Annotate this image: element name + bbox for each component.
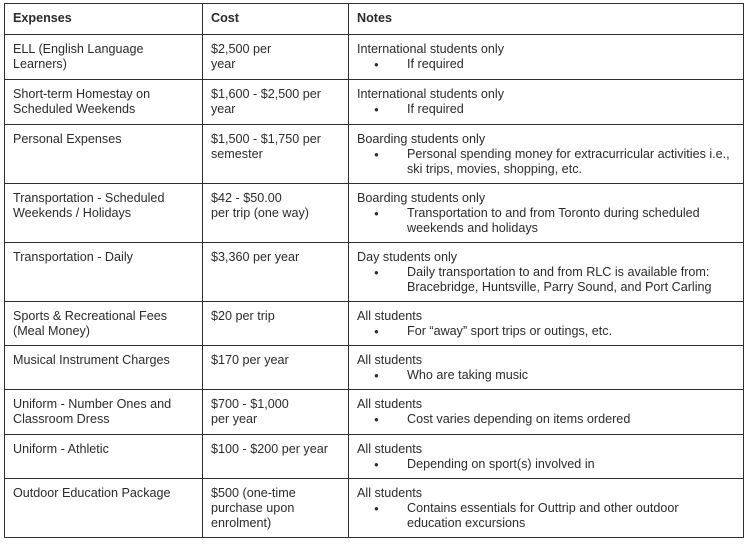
note-bullet-item: ● If required	[357, 57, 735, 72]
expense-cell: Uniform - Number Ones and Classroom Dress	[5, 390, 203, 435]
note-bullet-item: ● For “away” sport trips or outings, etc.	[357, 324, 735, 339]
cost-cell	[203, 80, 349, 125]
expense-cell: Transportation - Daily	[5, 243, 203, 302]
notes-cell	[349, 184, 744, 243]
expense-cell: ELL (English Language Learners)	[5, 35, 203, 80]
note-bullet-item: ● Contains essentials for Outtrip and other outdoor education excursions	[357, 501, 735, 531]
note-bullet-list	[357, 324, 735, 339]
notes-cell	[349, 243, 744, 302]
notes-cell	[349, 346, 744, 390]
cost-text: per year	[211, 412, 258, 426]
note-audience: International students only	[357, 42, 505, 56]
note-bullet-item: ● Personal spending money for extracurricular activities i.e., ski trips, movies, shopping, etc.	[357, 147, 735, 177]
header-expenses: Expenses	[5, 4, 203, 35]
cost-text: year	[211, 57, 236, 71]
note-bullet-item: ● Daily transportation to and from RLC is available from: Bracebridge, Huntsville, Parry Sound, and Port Carling	[357, 265, 735, 295]
expense-cell: Outdoor Education Package	[5, 479, 203, 538]
note-audience: International students only	[357, 87, 505, 101]
cost-text: $1,600 - $2,500 per year	[211, 87, 321, 116]
cost-cell	[203, 435, 349, 479]
note-bullet-list	[357, 57, 735, 72]
table-row	[5, 125, 744, 184]
notes-cell	[349, 390, 744, 435]
note-audience: All students	[357, 442, 423, 456]
note-bullet-list	[357, 412, 735, 427]
expenses-table	[4, 3, 744, 538]
table-body	[5, 35, 744, 538]
note-bullet-item: ● Transportation to and from Toronto during scheduled weekends and holidays	[357, 206, 735, 236]
cost-cell	[203, 184, 349, 243]
notes-cell	[349, 479, 744, 538]
cost-text: $170 per year	[211, 353, 289, 367]
cost-cell	[203, 125, 349, 184]
cost-cell	[203, 390, 349, 435]
note-audience: All students	[357, 309, 423, 323]
expense-cell: Uniform - Athletic	[5, 435, 203, 479]
expense-cell: Musical Instrument Charges	[5, 346, 203, 390]
note-audience: Day students only	[357, 250, 458, 264]
table-row	[5, 302, 744, 346]
table-row	[5, 479, 744, 538]
cost-text: $2,500 per	[211, 42, 272, 56]
table-header-row	[5, 4, 744, 35]
note-bullet-list	[357, 206, 735, 236]
table-row	[5, 184, 744, 243]
cost-text: $500 (one-time purchase upon enrolment)	[211, 486, 296, 530]
expense-cell: Transportation - Scheduled Weekends / Holidays	[5, 184, 203, 243]
cost-text: $42 - $50.00	[211, 191, 282, 205]
notes-cell	[349, 35, 744, 80]
cost-text: per trip (one way)	[211, 206, 309, 220]
note-audience: All students	[357, 353, 423, 367]
note-bullet-list	[357, 501, 735, 531]
header-cost: Cost	[203, 4, 349, 35]
note-audience: Boarding students only	[357, 132, 486, 146]
cost-text: $700 - $1,000	[211, 397, 289, 411]
note-audience: Boarding students only	[357, 191, 486, 205]
expense-cell: Sports & Recreational Fees (Meal Money)	[5, 302, 203, 346]
expense-cell: Personal Expenses	[5, 125, 203, 184]
cost-text: $20 per trip	[211, 309, 275, 323]
table-row	[5, 35, 744, 80]
note-bullet-list	[357, 147, 735, 177]
table-row	[5, 346, 744, 390]
note-bullet-list	[357, 102, 735, 117]
cost-cell	[203, 243, 349, 302]
table-row	[5, 243, 744, 302]
note-audience: All students	[357, 486, 423, 500]
table-row	[5, 435, 744, 479]
cost-cell	[203, 35, 349, 80]
cost-cell	[203, 479, 349, 538]
cost-text: $100 - $200 per year	[211, 442, 328, 456]
notes-cell	[349, 80, 744, 125]
cost-cell	[203, 346, 349, 390]
cost-cell	[203, 302, 349, 346]
note-bullet-item: ● Depending on sport(s) involved in	[357, 457, 735, 472]
notes-cell	[349, 435, 744, 479]
note-bullet-item: ● Cost varies depending on items ordered	[357, 412, 735, 427]
cost-text: $1,500 - $1,750 per semester	[211, 132, 321, 161]
note-bullet-list	[357, 265, 735, 295]
expense-cell: Short-term Homestay on Scheduled Weekends	[5, 80, 203, 125]
note-bullet-list	[357, 457, 735, 472]
note-audience: All students	[357, 397, 423, 411]
header-notes: Notes	[349, 4, 744, 35]
note-bullet-list	[357, 368, 735, 383]
note-bullet-item: ● If required	[357, 102, 735, 117]
note-bullet-item: ● Who are taking music	[357, 368, 735, 383]
table-row	[5, 80, 744, 125]
table-row	[5, 390, 744, 435]
notes-cell	[349, 302, 744, 346]
cost-text: $3,360 per year	[211, 250, 300, 264]
notes-cell	[349, 125, 744, 184]
